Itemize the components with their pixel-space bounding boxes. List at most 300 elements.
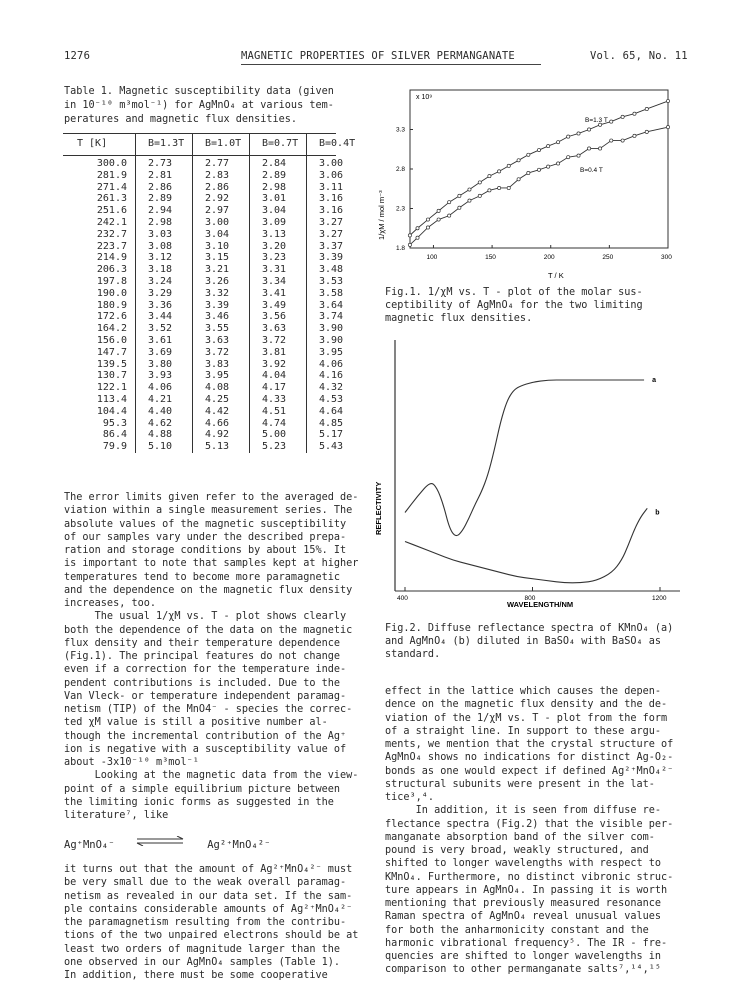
fig1-data-point [557, 141, 560, 144]
table1-value-cell: 3.49 [250, 300, 307, 312]
table1-value-cell: 3.12 [136, 252, 193, 264]
table1-value-cell: 3.36 [136, 300, 193, 312]
table1-value-cell: 3.15 [193, 252, 250, 264]
table1-temperature-cell: 251.6 [96, 205, 127, 217]
fig1-data-point [527, 171, 530, 174]
table1-temperature-cell: 113.4 [96, 393, 127, 405]
body-text-line: effect in the lattice which causes the depen- [385, 686, 662, 697]
table1-value-cell: 4.16 [307, 370, 364, 382]
table1-value-cell: 4.25 [193, 394, 250, 406]
fig1-y-tick-label: 2.8 [396, 166, 406, 173]
table1-value-cell: 2.94 [136, 205, 193, 217]
table1-value-cell: 3.20 [250, 241, 307, 253]
table1-value-cell: 4.62 [136, 418, 193, 430]
table1-value-cell: 3.11 [307, 182, 364, 194]
table1-value-cell: 4.42 [193, 406, 250, 418]
body-text-line: be very small due to the weak overall paramag- [64, 877, 347, 889]
table1-value-cell: 5.23 [250, 441, 307, 453]
body-text-line: temperatures tend to become more paramagnetic [64, 571, 341, 583]
fig1-data-point [478, 181, 481, 184]
body-text-line: about -3x10⁻¹⁰ m³mol⁻¹ [64, 757, 199, 768]
table1-row [63, 229, 363, 241]
table1-row [63, 382, 363, 394]
table1-value-cell: 4.33 [250, 394, 307, 406]
body-text-line: The error limits given refer to the averaged de- [64, 492, 359, 503]
table1-value-cell: 3.06 [307, 170, 364, 182]
body-text-line: viation within a single measurement series. The [64, 505, 353, 517]
table1-header-cell: B=1.3T [136, 134, 193, 154]
fig1-data-point [577, 132, 580, 135]
table1-value-cell: 3.44 [136, 311, 193, 323]
body-text-line: ple contains considerable amounts of Ag²⁺MnO₄²⁻ [64, 903, 353, 915]
table1-value-cell: 3.00 [307, 154, 364, 170]
table1-row [63, 170, 363, 182]
table1-row [63, 264, 363, 276]
table1-value-cell: 3.18 [136, 264, 193, 276]
table1-value-cell: 4.32 [307, 382, 364, 394]
body-text-line: comparison to other permanganate salts⁷,¹⁴,¹⁵ [385, 964, 662, 976]
fig1-data-point [610, 139, 613, 142]
body-text-line: both the dependence of the data on the magnetic [64, 624, 353, 636]
table1-value-cell: 2.81 [136, 170, 193, 182]
fig1-data-point [587, 128, 590, 131]
body-text-line: least two orders of magnitude larger than the [64, 943, 341, 955]
table1-header-cell: B=0.7T [250, 134, 307, 154]
body-text-line: even if a correction for the temperature inde- [64, 664, 347, 676]
table1-temperature-cell: 86.4 [102, 429, 127, 441]
table1-value-cell: 4.17 [250, 382, 307, 394]
body-text-line: mentioning that previously measured resonance [385, 898, 662, 909]
table1-header-cell: B=0.4T [307, 134, 364, 154]
table1-value-cell: 3.69 [136, 347, 193, 359]
fig1-data-point [547, 144, 550, 147]
table1-value-cell: 3.81 [250, 347, 307, 359]
table1-value-cell: 3.55 [193, 323, 250, 335]
body-text-line: (Fig.1). The principal features do not change [64, 651, 341, 662]
fig1-series-label: B=0.4 T [580, 167, 603, 174]
table1-row [63, 323, 363, 335]
table1-value-cell: 4.88 [136, 429, 193, 441]
table1-row [63, 288, 363, 300]
table1-temperature-cell: 271.4 [96, 181, 127, 193]
table1-value-cell: 3.90 [307, 335, 364, 347]
equilibrium-arrow-icon [135, 836, 187, 850]
fig1-data-point [426, 226, 429, 229]
table1-value-cell: 3.63 [193, 335, 250, 347]
table1-value-cell: 3.39 [193, 300, 250, 312]
body-text-line: one observed in our AgMnO₄ samples (Table 1). [64, 956, 341, 968]
table1-row [63, 335, 363, 347]
table1-value-cell: 2.83 [193, 170, 250, 182]
body-text-line: In addition, it is seen from diffuse re- [385, 805, 662, 817]
table1-temperature-cell: 214.9 [96, 252, 127, 264]
table1-value-cell: 3.03 [136, 229, 193, 241]
body-text-line: the limiting ionic forms as suggested in the [64, 796, 334, 808]
body-text-line: ted χM value is still a positive number al- [64, 717, 328, 729]
table1-header-row [63, 134, 363, 154]
table1-temperature-cell: 122.1 [96, 382, 127, 394]
table1-value-cell: 3.01 [250, 193, 307, 205]
fig1-data-point [458, 194, 461, 197]
table1-temperature-cell: 223.7 [96, 240, 127, 252]
body-text-line: Raman spectra of AgMnO₄ reveal unusual values [385, 911, 662, 923]
fig1-data-point [448, 214, 451, 217]
fig2-series-label: b [655, 509, 660, 517]
body-text-line: ture appears in AgMnO₄. In passing it is worth [385, 884, 668, 896]
table1-row [63, 418, 363, 430]
table1-value-cell: 2.98 [136, 217, 193, 229]
table1-value-cell: 3.27 [307, 217, 364, 229]
table1-row [63, 441, 363, 453]
table1-value-cell: 3.58 [307, 288, 364, 300]
table1-value-cell: 3.53 [307, 276, 364, 288]
body-text-line: dence on the magnetic flux density and the de- [385, 699, 668, 711]
equation-right: Ag²⁺MnO₄²⁻ [207, 839, 271, 851]
fig1-y-tick-label: 3.3 [396, 126, 406, 134]
running-title-underline [241, 64, 541, 65]
table1-value-cell: 3.23 [250, 252, 307, 264]
table1-row [63, 311, 363, 323]
table1-row [63, 252, 363, 264]
fig1-x-tick-label: 100 [426, 254, 438, 261]
table1-row [63, 347, 363, 359]
table1-temperature-cell: 95.3 [102, 417, 127, 429]
table1-value-cell: 3.74 [307, 311, 364, 323]
table1-value-cell: 3.46 [193, 311, 250, 323]
table1-value-cell: 3.21 [193, 264, 250, 276]
table1-value-cell: 4.06 [307, 359, 364, 371]
table1-temperature-cell: 164.2 [96, 323, 127, 335]
table1-temperature-cell: 232.7 [96, 228, 127, 240]
fig2-series-label: a [652, 377, 656, 384]
table1-value-cell: 3.95 [307, 347, 364, 359]
body-text-line: and the dependence on the magnetic flux density [64, 584, 353, 596]
table1-value-cell: 4.21 [136, 394, 193, 406]
table1-temperature-cell: 147.7 [96, 346, 127, 358]
body-text-line: bonds as one would expect if defined Ag²⁺MnO₄²⁻ [385, 765, 674, 777]
table1-value-cell: 4.53 [307, 394, 364, 406]
table1-value-cell: 3.41 [250, 288, 307, 300]
fig1-data-point [488, 175, 491, 178]
fig1-chart [370, 80, 690, 280]
table1-value-cell: 3.64 [307, 300, 364, 312]
fig1-caption-line: ceptibility of AgMnO₄ for the two limiting [385, 300, 643, 311]
table1-value-cell: 3.27 [307, 229, 364, 241]
fig2-caption-line: standard. [385, 649, 441, 660]
fig1-x-tick-label: 200 [543, 254, 555, 261]
table1-value-cell: 5.10 [136, 441, 193, 453]
table1-row [63, 300, 363, 312]
table1-temperature-cell: 261.3 [96, 193, 127, 205]
table1-value-cell: 4.40 [136, 406, 193, 418]
body-text-line: harmonic vibrational frequency⁵. The IR - fre- [385, 937, 668, 949]
table1-value-cell: 3.09 [250, 217, 307, 229]
table1-value-cell: 3.80 [136, 359, 193, 371]
table1-caption [64, 85, 334, 127]
fig1-data-point [567, 156, 570, 159]
table1-value-cell: 3.26 [193, 276, 250, 288]
volume-issue: Vol. 65, No. 11 [590, 50, 688, 62]
fig1-y-label: 1/χM / mol m⁻³ [377, 190, 386, 240]
fig1-data-point [666, 99, 669, 102]
table1-row [63, 205, 363, 217]
fig1-data-point [498, 186, 501, 189]
table1-value-cell: 3.34 [250, 276, 307, 288]
table1-header-cell: T [K] [77, 138, 108, 149]
body-text-line: In addition, there must be some cooperative [64, 970, 328, 981]
table1-value-cell: 3.29 [136, 288, 193, 300]
table1-temperature-cell: 300.0 [96, 158, 127, 169]
fig1-y-tick-label: 2.3 [396, 205, 406, 213]
table1-value-cell: 4.06 [136, 382, 193, 394]
table1-temperature-cell: 242.1 [96, 216, 127, 228]
page-number: 1276 [64, 50, 91, 62]
fig2-x-tick-label: 1200 [652, 595, 667, 602]
body-text-line: KMnO₄. Furthermore, no distinct vibronic struc- [385, 871, 674, 883]
fig2-x-tick-label: 800 [524, 595, 536, 602]
fig1-series-label: B=1.3 T [585, 117, 608, 124]
fig1-data-point [437, 209, 440, 212]
table1-value-cell: 3.93 [136, 370, 193, 382]
fig1-data-point [448, 201, 451, 204]
fig1-y-multiplier: x 10⁹ [416, 94, 433, 101]
fig1-data-point [408, 243, 411, 246]
fig1-data-point [478, 194, 481, 197]
fig2-caption-line: Fig.2. Diffuse reflectance spectra of KMnO₄ (a) [385, 623, 674, 634]
fig1-x-tick-label: 250 [602, 254, 614, 261]
table1-header-cell: B=1.0T [193, 134, 250, 154]
table1-caption-line: in 10⁻¹⁰ m³mol⁻¹) for AgMnO₄ at various tem- [64, 100, 334, 111]
fig2-chart [365, 335, 685, 615]
fig1-data-point [621, 115, 624, 118]
table1-value-cell: 3.72 [250, 335, 307, 347]
table1-value-cell: 2.84 [250, 154, 307, 170]
fig1-data-point [621, 139, 624, 142]
body-text-line: ration and storage conditions by about 15%. It [64, 545, 347, 556]
table1-caption-line: Table 1. Magnetic susceptibility data (given [64, 86, 334, 97]
table1-value-cell: 3.52 [136, 323, 193, 335]
fig1-data-point [437, 218, 440, 221]
table1-value-cell: 3.72 [193, 347, 250, 359]
table1-temperature-cell: 79.9 [102, 441, 127, 453]
table1-temperature-cell: 156.0 [96, 334, 127, 346]
table1-temperature-cell: 197.8 [96, 275, 127, 287]
table1-value-cell: 3.83 [193, 359, 250, 371]
table1-row [63, 359, 363, 371]
table1-value-cell: 3.56 [250, 311, 307, 323]
equilibrium-equation [64, 838, 270, 852]
table1-value-cell: 3.13 [250, 229, 307, 241]
table1-value-cell: 3.95 [193, 370, 250, 382]
body-text-line: though the incremental contribution of the Ag⁺ [64, 730, 347, 742]
body-text-line: shifted to longer wavelengths with respect to [385, 858, 662, 870]
table1-temperature-cell: 281.9 [96, 169, 127, 181]
body-text-line: ments, we mention that the crystal structure of [385, 739, 674, 750]
table1-value-cell: 3.00 [193, 217, 250, 229]
fig1-data-point [458, 206, 461, 209]
right-column-text [385, 685, 673, 977]
body-text-line: ion is negative with a susceptibility value of [64, 743, 347, 755]
table1-row [63, 182, 363, 194]
table1-value-cell: 2.98 [250, 182, 307, 194]
table1-value-cell: 2.86 [193, 182, 250, 194]
body-text-line: viation of the 1/χM vs. T - plot from the form [385, 712, 668, 724]
fig1-x-label: T / K [548, 271, 564, 280]
body-text-line: AgMnO₄ shows no indications for distinct Ag-O₂- [385, 752, 674, 764]
body-text-line: tions of the two unpaired electrons should be at [64, 930, 359, 942]
fig1-data-point [507, 164, 510, 167]
fig1-y-tick-label: 1.8 [396, 245, 406, 252]
body-text-line: point of a simple equilibrium picture between [64, 783, 341, 795]
left-column-text-2 [64, 863, 358, 982]
fig1-data-point [426, 218, 429, 221]
body-text-line: pendent contributions is included. Due to the [64, 677, 341, 689]
table1-value-cell: 3.08 [136, 241, 193, 253]
fig1-data-point [408, 234, 411, 237]
body-text-line: for both the anharmonicity constant and the [385, 924, 649, 936]
table1-value-cell: 3.24 [136, 276, 193, 288]
table1-row [63, 429, 363, 441]
fig1-data-point [633, 134, 636, 137]
fig1-data-point [517, 178, 520, 181]
table1 [63, 134, 363, 453]
table1-value-cell: 3.10 [193, 241, 250, 253]
table1-value-cell: 4.66 [193, 418, 250, 430]
fig1-data-point [633, 112, 636, 115]
fig1-data-point [537, 148, 540, 151]
fig1-data-point [488, 189, 491, 192]
fig1-data-point [557, 162, 560, 165]
body-text-line: pound is very broad, weakly structured, and [385, 845, 649, 856]
fig1-data-point [416, 227, 419, 230]
table1-row [63, 370, 363, 382]
fig1-data-point [468, 199, 471, 202]
fig1-data-point [416, 236, 419, 239]
table1-value-cell: 3.92 [250, 359, 307, 371]
table1-value-cell: 3.61 [136, 335, 193, 347]
body-text-line: absolute values of the magnetic susceptibility [64, 518, 347, 530]
table1-value-cell: 5.00 [250, 429, 307, 441]
table1-value-cell: 3.63 [250, 323, 307, 335]
fig1-data-point [645, 107, 648, 110]
body-text-line: flux density and their temperature dependence [64, 637, 341, 649]
table1-value-cell: 3.31 [250, 264, 307, 276]
body-text-line: the paramagnetism resulting from the contribu- [64, 917, 347, 928]
table1-value-cell: 5.43 [307, 441, 364, 453]
table1-temperature-cell: 172.6 [96, 311, 127, 323]
table1-temperature-cell: 190.0 [96, 287, 127, 299]
fig1-data-point [567, 135, 570, 138]
table1-value-cell: 2.89 [136, 193, 193, 205]
table1-value-cell: 5.13 [193, 441, 250, 453]
table1-value-cell: 4.92 [193, 429, 250, 441]
body-text-line: structural subunits were present in the lat- [385, 778, 655, 790]
table1-value-cell: 4.08 [193, 382, 250, 394]
table1-value-cell: 3.16 [307, 193, 364, 205]
fig1-caption-line: magnetic flux densities. [385, 313, 533, 324]
fig2-y-label: REFLECTIVITY [374, 481, 383, 535]
table1-value-cell: 3.32 [193, 288, 250, 300]
table1-temperature-cell: 130.7 [96, 370, 127, 382]
table1-value-cell: 4.85 [307, 418, 364, 430]
fig2-spectrum-line [405, 380, 644, 536]
body-text-line: literature⁷, like [64, 810, 169, 821]
fig1-data-point [537, 168, 540, 171]
table1-value-cell: 2.97 [193, 205, 250, 217]
body-text-line: netism (TIP) of the MnO4⁻ - species the correc- [64, 704, 353, 715]
table1-value-cell: 3.48 [307, 264, 364, 276]
table1-caption-line: peratures and magnetic flux densities. [64, 114, 298, 125]
table1-value-cell: 3.90 [307, 323, 364, 335]
fig1-caption-line: Fig.1. 1/χM vs. T - plot of the molar sus- [385, 287, 643, 298]
table1-row [63, 154, 363, 170]
table1-value-cell: 4.74 [250, 418, 307, 430]
table1-value-cell: 2.92 [193, 193, 250, 205]
fig1-x-tick-label: 150 [485, 254, 496, 261]
table1-row [63, 217, 363, 229]
table1-value-cell: 2.77 [193, 154, 250, 170]
table1-value-cell: 3.04 [250, 205, 307, 217]
table1-temperature-cell: 104.4 [96, 405, 127, 417]
fig1-data-point [598, 147, 601, 150]
fig1-data-point [645, 130, 648, 133]
fig2-spectrum-line [405, 508, 647, 583]
table1-row [63, 276, 363, 288]
table1-value-cell: 4.04 [250, 370, 307, 382]
fig1-data-point [507, 186, 510, 189]
table1-value-cell: 4.51 [250, 406, 307, 418]
table1-row [63, 241, 363, 253]
fig1-data-point [468, 188, 471, 191]
fig1-x-tick-label: 300 [661, 254, 672, 261]
fig1-data-point [527, 153, 530, 156]
table1-temperature-cell: 139.5 [96, 358, 127, 370]
table1-temperature-cell: 206.3 [96, 264, 127, 276]
fig2-x-tick-label: 400 [397, 595, 408, 602]
table1-value-cell: 3.37 [307, 241, 364, 253]
fig2-caption [385, 622, 673, 661]
fig1-data-point [577, 154, 580, 157]
fig1-data-point [498, 170, 501, 173]
equation-left: Ag⁺MnO₄⁻ [64, 839, 115, 851]
table1-row [63, 406, 363, 418]
body-text-line: netism as revealed in our data set. If the sam- [64, 890, 353, 902]
fig1-data-point [587, 147, 590, 150]
table1-value-cell: 3.39 [307, 252, 364, 264]
table1-value-cell: 4.64 [307, 406, 364, 418]
table1-value-cell: 5.17 [307, 429, 364, 441]
table1-value-cell: 2.73 [136, 154, 193, 170]
body-text-line: of our samples vary under the described prepa- [64, 531, 347, 543]
table1-row [63, 193, 363, 205]
fig2-caption-line: and AgMnO₄ (b) diluted in BaSO₄ with BaSO₄ as [385, 636, 662, 647]
left-column-text [64, 491, 358, 822]
fig2-x-label: WAVELENGTH/NM [507, 600, 574, 609]
fig1-data-point [666, 126, 669, 129]
table1-temperature-cell: 180.9 [96, 299, 127, 311]
body-text-line: The usual 1/χM vs. T - plot shows clearly [64, 611, 347, 623]
body-text-line: flectance spectra (Fig.2) that the visible per- [385, 818, 674, 830]
table1-value-cell: 3.04 [193, 229, 250, 241]
body-text-line: increases, too. [64, 598, 157, 609]
body-text-line: it turns out that the amount of Ag²⁺MnO₄²⁻ must [64, 864, 353, 875]
table1-row [63, 394, 363, 406]
body-text-line: tice³,⁴. [385, 792, 435, 803]
fig1-data-point [547, 165, 550, 168]
body-text-line: Van Vleck- or temperature independent paramag- [64, 690, 347, 702]
table1-value-cell: 2.86 [136, 182, 193, 194]
fig1-data-point [517, 159, 520, 162]
